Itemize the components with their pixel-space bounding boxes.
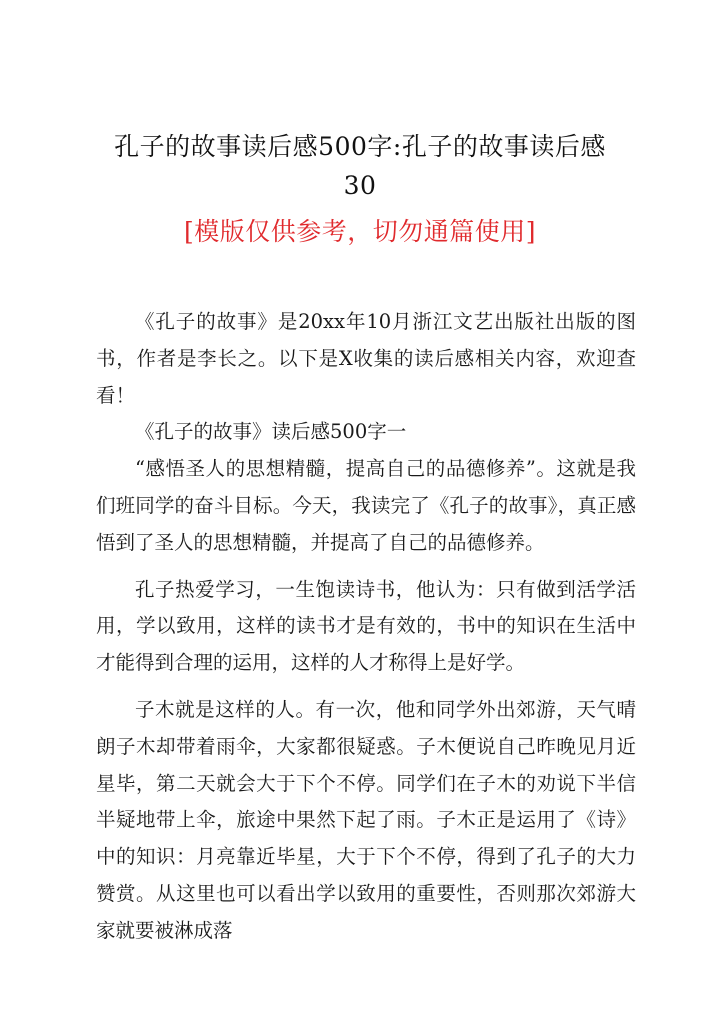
intro-paragraph: 《孔子的故事》是20xx年10月浙江文艺出版社出版的图书，作者是李长之。以下是X收集的读后感相关内容，欢迎查看！ — [96, 310, 636, 407]
section-heading: 《孔子的故事》读后感500字一 — [135, 420, 407, 444]
page-title: 孔子的故事读后感500字:孔子的故事读后感 — [114, 132, 606, 161]
document-body — [96, 304, 636, 950]
template-notice: [模版仅供参考，切勿通篇使用] — [183, 217, 536, 246]
body-paragraph: “感悟圣人的思想精髓，提高自己的品德修养”。这就是我们班同学的奋斗目标。今天，我读完了《孔子的故事》，真正感悟到了圣人的思想精髓，并提高了自己的品德修养。 — [96, 457, 636, 554]
body-paragraph: 子木就是这样的人。有一次，他和同学外出郊游，天气晴朗子木却带着雨伞，大家都很疑惑。子木便说自己昨晚见月近星毕，第二天就会大于下个不停。同学们在子木的劝说下半信半疑地带上伞，旅途中果然下起了雨。子木正是运用了《诗》中的知识：月亮靠近毕星，大于下个不停，得到了孔子的大力赞赏。从这里也可以看出学以致用的重要性，否则那次郊游大家就要被淋成落 — [96, 697, 636, 942]
page-title-continued: 30 — [343, 171, 377, 200]
body-paragraph: 孔子热爱学习，一生饱读诗书，他认为：只有做到活学活用，学以致用，这样的读书才是有效的，书中的知识在生活中才能得到合理的运用，这样的人才称得上是好学。 — [96, 577, 636, 675]
